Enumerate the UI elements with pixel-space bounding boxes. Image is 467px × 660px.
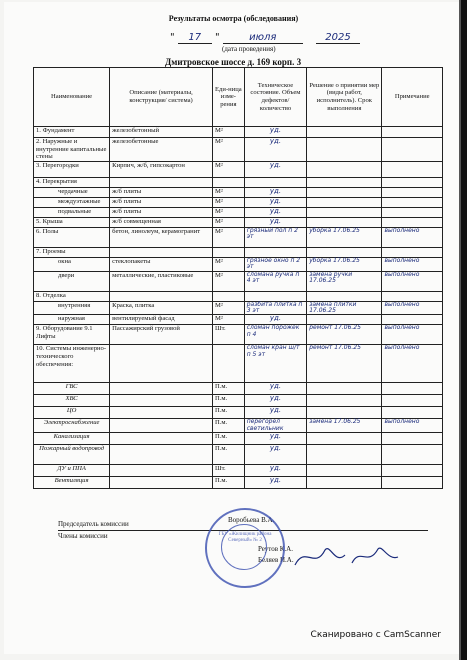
row-decision [307,477,382,489]
row-description [110,177,213,187]
date-line [170,32,360,44]
row-name: 3. Перегородки [34,161,110,177]
row-name: 1. Фундамент [34,127,110,138]
row-unit: М² [212,161,244,177]
row-state: перегорел светильник [244,419,306,433]
header-name: Наименование [34,68,110,127]
row-name: 6. Полы [34,227,110,247]
row-note: выполнено [382,227,443,247]
table-row [34,315,443,325]
row-decision [307,433,382,445]
row-unit: М² [212,217,244,227]
row-state: уд. [244,207,306,217]
row-description: Краска, плитка [110,301,213,315]
table-row [34,271,443,291]
row-description [110,407,213,419]
row-unit: П.м. [212,419,244,433]
chairman-label: Председатель комиссии [58,520,129,528]
row-state: уд. [244,445,306,465]
row-description: ж/б плиты [110,207,213,217]
row-decision: уборка 17.06.25 [307,257,382,271]
row-name: Вентиляция [34,477,110,489]
row-unit: П.м. [212,383,244,395]
row-note: выполнено [382,271,443,291]
header-decision: Решение о принятии мер (виды работ, исполнитель). Срок выполнения [307,68,382,127]
row-name: ГВС [34,383,110,395]
row-description [110,433,213,445]
row-name: чердачные [34,187,110,197]
table-row [34,433,443,445]
row-note [382,291,443,301]
row-unit: М² [212,187,244,197]
member-2: Беляев И.А. [258,556,294,564]
row-note: выполнено [382,419,443,433]
row-decision [307,445,382,465]
row-decision: ремонт 17.06.25 [307,325,382,345]
row-name: Электроснабжение [34,419,110,433]
row-description: стеклопакеты [110,257,213,271]
row-unit: П.м. [212,445,244,465]
header-state: Техническое состояние. Объем дефектов/ количество [244,68,306,127]
row-state: уд. [244,477,306,489]
row-name: 10. Системы инженерно-технического обеспечения: [34,345,110,383]
table-row [34,227,443,247]
row-decision [307,383,382,395]
row-name: 4. Перекрытия [34,177,110,187]
row-decision: замена ручки 17.06.25 [307,271,382,291]
row-name: внутренняя [34,301,110,315]
row-unit: П.м. [212,395,244,407]
row-state: уд. [244,127,306,138]
row-name: 5. Крыша [34,217,110,227]
row-description [110,477,213,489]
row-description: ж/б плиты [110,187,213,197]
document-title: Результаты осмотра (обследования) [168,14,299,23]
row-unit: П.м. [212,433,244,445]
table-row [34,177,443,187]
row-decision [307,217,382,227]
table-row [34,257,443,271]
table-row [34,138,443,162]
table-row [34,187,443,197]
table-row [34,407,443,419]
row-description: железобетонный [110,127,213,138]
table-row [34,395,443,407]
row-decision [307,197,382,207]
row-unit: М² [212,127,244,138]
row-description [110,445,213,465]
row-state: уд. [244,161,306,177]
table-row [34,383,443,395]
table-row [34,127,443,138]
stamp-text: ГБУ «Жилищник района Северный» № 2 [218,532,272,543]
row-unit [212,177,244,187]
row-decision [307,177,382,187]
row-unit [212,247,244,257]
date-caption: (дата проведения) [222,45,276,53]
row-description: железобетонные [110,138,213,162]
row-decision [307,161,382,177]
row-note [382,177,443,187]
table-row [34,301,443,315]
row-state: разбита плитка п 3 эт [244,301,306,315]
row-description: бетон, линолеум, керамогранит [110,227,213,247]
row-name: 9. Оборудование 9.1 Лифты [34,325,110,345]
header-unit: Еди-ница изме-рения [212,68,244,127]
row-note [382,207,443,217]
row-decision [307,247,382,257]
row-description [110,395,213,407]
row-name: ЦО [34,407,110,419]
table-row [34,161,443,177]
row-state [244,291,306,301]
row-description: ж/б плиты [110,197,213,207]
chairman-name: Воробьева В.А. [228,516,275,524]
row-unit [212,345,244,383]
row-description [110,247,213,257]
row-state [244,177,306,187]
date-year: 2025 [316,32,360,44]
row-decision: уборка 17.06.25 [307,227,382,247]
row-note [382,217,443,227]
row-unit: Шт. [212,465,244,477]
row-unit: М² [212,197,244,207]
row-decision [307,465,382,477]
row-state: уд. [244,138,306,162]
row-unit: М² [212,227,244,247]
row-note [382,138,443,162]
table-row [34,465,443,477]
row-name: Канализация [34,433,110,445]
stamp-inner-ring [221,524,267,570]
member-1: Реутов К.А. [258,545,293,553]
row-unit: М² [212,301,244,315]
row-note [382,465,443,477]
row-decision: ремонт 17.06.25 [307,345,382,383]
row-name: 7. Проемы [34,247,110,257]
row-note: выполнено [382,345,443,383]
row-description [110,345,213,383]
row-state: сломана ручка п 4 эт [244,271,306,291]
table-row [34,445,443,465]
row-state: уд. [244,465,306,477]
row-name: подвальные [34,207,110,217]
date-quote-open: " [170,32,175,43]
table-row [34,477,443,489]
row-decision [307,207,382,217]
row-name: двери [34,271,110,291]
table-row [34,419,443,433]
row-note [382,127,443,138]
row-decision [307,187,382,197]
table-row [34,291,443,301]
row-decision [307,315,382,325]
row-name: ДУ и ППА [34,465,110,477]
handwritten-signatures [290,535,410,575]
table-row [34,325,443,345]
date-quote-close: " [214,32,220,43]
table-row [34,345,443,383]
row-note [382,433,443,445]
row-decision: замена плитки 17.06.25 [307,301,382,315]
organization-stamp [205,508,285,588]
table-row [34,217,443,227]
row-note [382,161,443,177]
date-day: 17 [178,32,212,44]
row-name: ХВС [34,395,110,407]
row-state: грязное окно п 2 эт [244,257,306,271]
row-description: ж/б совмещенная [110,217,213,227]
table-header-row [34,68,443,127]
row-decision [307,407,382,419]
row-state: уд. [244,407,306,419]
row-note [382,445,443,465]
members-label: Члены комиссии [58,532,108,540]
row-description: Кирпич, ж/б, гипсокартон [110,161,213,177]
scan-edge-dark [461,0,467,660]
row-description [110,383,213,395]
row-note: выполнено [382,257,443,271]
row-state [244,247,306,257]
row-note [382,197,443,207]
row-state: уд. [244,383,306,395]
date-month: июля [223,32,303,44]
row-decision [307,395,382,407]
row-note [382,407,443,419]
row-state: уд. [244,187,306,197]
row-state: уд. [244,217,306,227]
header-note: Примечание [382,68,443,127]
row-state: сломан кран ш/т п 5 эт [244,345,306,383]
row-state: уд. [244,433,306,445]
row-note [382,383,443,395]
row-unit: П.м. [212,407,244,419]
table-row [34,197,443,207]
row-state: грязный пол п 2 эт [244,227,306,247]
row-decision [307,291,382,301]
row-unit: М² [212,257,244,271]
row-unit [212,291,244,301]
row-state: уд. [244,197,306,207]
row-unit: Шт. [212,325,244,345]
row-description: Пассажирский грузовой [110,325,213,345]
inspection-table [33,67,443,489]
row-note [382,477,443,489]
row-description [110,419,213,433]
row-unit: М² [212,207,244,217]
row-name: междуэтажные [34,197,110,207]
row-note: выполнено [382,325,443,345]
row-unit: М² [212,271,244,291]
row-name: 2. Наружные и внутренние капитальные стены [34,138,110,162]
row-description: металлические, пластиковые [110,271,213,291]
row-note: выполнено [382,301,443,315]
row-decision: замена 17.06.25 [307,419,382,433]
row-unit: М² [212,138,244,162]
row-unit: П.м. [212,477,244,489]
row-decision [307,138,382,162]
row-name: Пожарный водопровод [34,445,110,465]
row-description [110,291,213,301]
address: Дмитровское шоссе д. 169 корп. 3 [165,57,302,67]
row-state: сломан порожек п 4 [244,325,306,345]
row-state: уд. [244,315,306,325]
row-name: 8. Отделка [34,291,110,301]
row-state: уд. [244,395,306,407]
row-description [110,465,213,477]
table-row [34,207,443,217]
scanner-watermark: Сканировано с CamScanner [310,630,441,640]
row-note [382,395,443,407]
row-decision [307,127,382,138]
row-name: окна [34,257,110,271]
row-note [382,247,443,257]
table-row [34,247,443,257]
row-name: наружная [34,315,110,325]
row-note [382,187,443,197]
row-description: вентилируемый фасад [110,315,213,325]
row-unit: М² [212,315,244,325]
row-note [382,315,443,325]
header-desc: Описание (материалы, конструкция/ система) [110,68,213,127]
